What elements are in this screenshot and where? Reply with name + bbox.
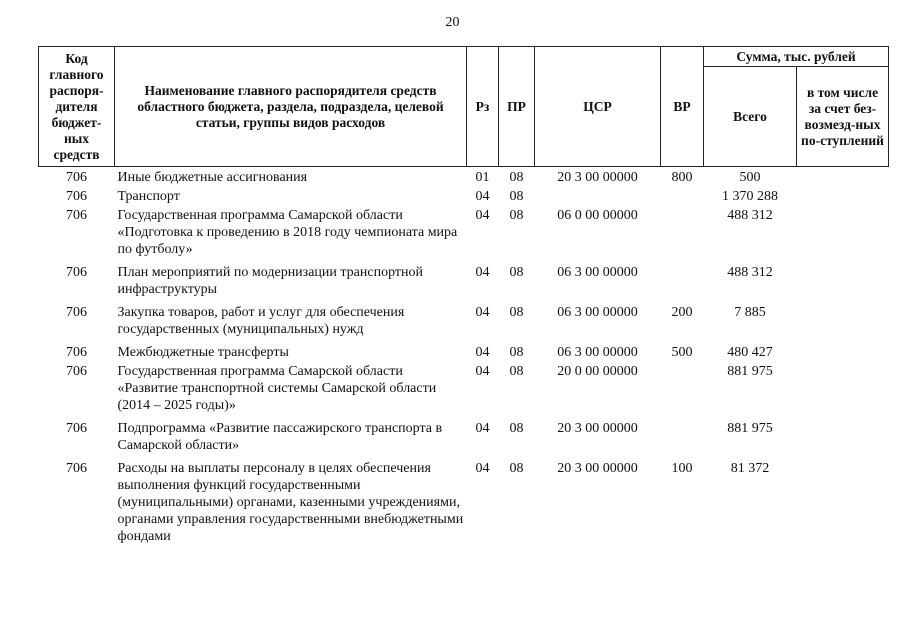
header-total: Всего: [704, 67, 797, 167]
row-pr: 08: [509, 305, 524, 320]
table-row: [39, 418, 889, 458]
row-total: 7 885: [734, 305, 766, 320]
row-pr: 08: [509, 364, 524, 379]
table-row: [39, 205, 889, 262]
row-vr: [661, 418, 704, 458]
row-csr: 06 3 00 00000: [557, 265, 638, 280]
row-csr: 06 3 00 00000: [557, 345, 638, 360]
table-row: [39, 361, 889, 418]
header-sum-group: Сумма, тыс. рублей: [704, 47, 889, 67]
row-vr: 200: [671, 305, 693, 320]
row-rz: 04: [475, 208, 490, 223]
row-rz: 04: [475, 421, 490, 436]
row-total: 480 427: [727, 345, 773, 360]
row-total: 500: [739, 170, 761, 185]
row-vr: [661, 262, 704, 302]
row-rz: 04: [475, 189, 490, 204]
row-pr: 08: [509, 265, 524, 280]
row-gratuitous: [797, 205, 889, 262]
row-total: 881 975: [727, 364, 773, 379]
row-total: 881 975: [727, 421, 773, 436]
table-body: [39, 167, 889, 546]
row-total: 488 312: [727, 208, 773, 223]
table-row: [39, 262, 889, 302]
row-vr: 100: [671, 461, 693, 476]
row-csr: 20 3 00 00000: [557, 461, 638, 476]
row-csr: [535, 186, 661, 205]
table-row: [39, 167, 889, 187]
row-name: Подпрограмма «Развитие пассажирского транспорта в Самарской области»: [117, 421, 443, 453]
header-rz: Рз: [467, 47, 499, 167]
row-gratuitous: [797, 262, 889, 302]
row-csr: 20 3 00 00000: [557, 170, 638, 185]
row-gratuitous: [797, 361, 889, 418]
header-csr: ЦСР: [535, 47, 661, 167]
row-rz: 04: [475, 305, 490, 320]
row-pr: 08: [509, 170, 524, 185]
row-pr: 08: [509, 461, 524, 476]
table-header: [39, 47, 889, 167]
row-pr: 08: [509, 345, 524, 360]
row-code: 706: [66, 170, 87, 185]
row-rz: 04: [475, 345, 490, 360]
header-pr: ПР: [499, 47, 535, 167]
header-vr: ВР: [661, 47, 704, 167]
row-gratuitous: [797, 342, 889, 361]
row-gratuitous: [797, 302, 889, 342]
row-name: План мероприятий по модернизации транспортной инфраструктуры: [117, 265, 424, 297]
table-row: [39, 302, 889, 342]
budget-table: [38, 46, 889, 545]
header-name: Наименование главного распорядителя средств областного бюджета, раздела, подраздела, целевой статьи, группы видов расходов: [115, 47, 467, 167]
row-pr: 08: [509, 208, 524, 223]
row-name: Иные бюджетные ассигнования: [117, 170, 308, 185]
row-gratuitous: [797, 458, 889, 545]
row-code: 706: [66, 345, 87, 360]
row-csr: 06 3 00 00000: [557, 305, 638, 320]
header-gratuitous: в том числе за счет без-возмезд-ных по-ступлений: [797, 67, 889, 167]
row-code: 706: [66, 364, 87, 379]
row-vr: 500: [671, 345, 693, 360]
row-code: 706: [66, 189, 87, 204]
row-code: 706: [66, 421, 87, 436]
row-csr: 20 3 00 00000: [557, 421, 638, 436]
row-name: Государственная программа Самарской области «Подготовка к проведению в 2018 году чемпионата мира по футболу»: [117, 208, 458, 257]
row-gratuitous: [797, 418, 889, 458]
row-rz: 04: [475, 461, 490, 476]
row-rz: 01: [475, 170, 490, 185]
row-vr: [661, 186, 704, 205]
table-row: [39, 186, 889, 205]
row-code: 706: [66, 208, 87, 223]
row-total: 81 372: [730, 461, 770, 476]
row-vr: [661, 361, 704, 418]
row-code: 706: [66, 461, 87, 476]
row-code: 706: [66, 305, 87, 320]
row-total: 1 370 288: [722, 189, 778, 204]
row-total: 488 312: [727, 265, 773, 280]
table-row: [39, 342, 889, 361]
row-pr: 08: [509, 421, 524, 436]
row-pr: 08: [509, 189, 524, 204]
page-number: 20: [445, 15, 460, 30]
row-name: Расходы на выплаты персоналу в целях обеспечения выполнения функций государственными (муниципальными) органами, казенными учреждениями, органами управления государственными внебюджетными фондами: [117, 461, 464, 544]
row-rz: 04: [475, 265, 490, 280]
table-row: [39, 458, 889, 545]
row-csr: 20 0 00 00000: [557, 364, 638, 379]
row-name: Транспорт: [117, 189, 180, 204]
row-gratuitous: [797, 186, 889, 205]
row-rz: 04: [475, 364, 490, 379]
row-vr: [661, 205, 704, 262]
row-vr: 800: [671, 170, 693, 185]
row-name: Государственная программа Самарской области «Развитие транспортной системы Самарской области (2014 – 2025 годы)»: [117, 364, 437, 413]
header-code: Код главного распоря-дителя бюджет-ных средств: [39, 47, 115, 167]
row-csr: 06 0 00 00000: [557, 208, 638, 223]
row-code: 706: [66, 265, 87, 280]
row-name: Межбюджетные трансферты: [117, 345, 289, 360]
row-name: Закупка товаров, работ и услуг для обеспечения государственных (муниципальных) нужд: [117, 305, 405, 337]
row-gratuitous: [797, 167, 889, 187]
